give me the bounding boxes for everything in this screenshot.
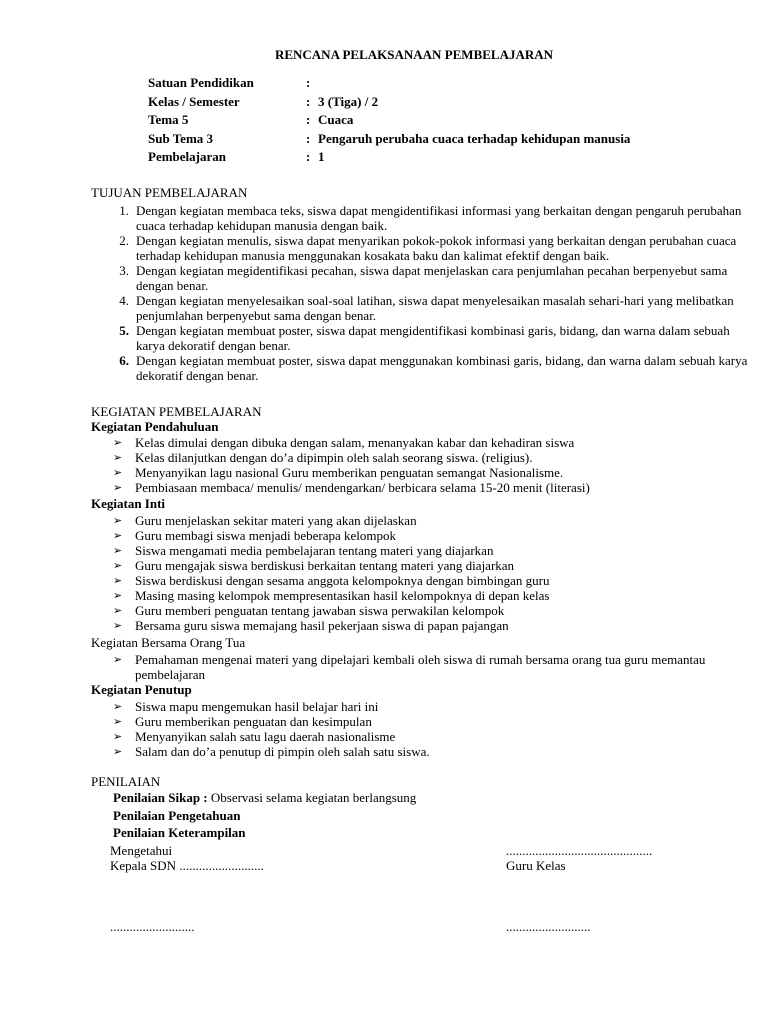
item-number: 5. — [119, 323, 129, 338]
arrow-bullet-icon: ➢ — [113, 745, 123, 758]
item-text: Bersama guru siswa memajang hasil pekerjaan siswa di papan pajangan — [135, 618, 509, 633]
item-text: Guru menjelaskan sekitar materi yang akan dijelaskan — [135, 513, 417, 528]
identity-separator: : — [306, 130, 311, 146]
arrow-bullet-icon: ➢ — [113, 436, 123, 449]
signature-left-blank: .......................... — [110, 919, 195, 934]
inti-title: Kegiatan Inti — [91, 496, 166, 511]
signature-right-line2: Guru Kelas — [506, 858, 566, 873]
item-number: 1. — [119, 203, 129, 218]
signature-left-line1: Mengetahui — [110, 843, 173, 858]
item-text: Dengan kegiatan megidentifikasi pecahan, siswa dapat menjelaskan cara penjumlahan pecahan berpenyebut sama dengan benar. — [136, 263, 728, 293]
orangtua-list — [113, 652, 743, 682]
arrow-bullet-icon: ➢ — [113, 574, 123, 587]
item-text: Dengan kegiatan menyelesaikan soal-soal latihan, siswa dapat menyelesaikan masalah sehari-hari yang melibatkan penjumlahan berpenyebut sama dengan benar. — [136, 293, 734, 323]
item-text: Guru membagi siswa menjadi beberapa kelompok — [135, 528, 397, 543]
list-item — [113, 543, 743, 558]
list-item — [113, 450, 743, 465]
penilaian-sikap — [113, 790, 416, 805]
identity-separator: : — [306, 149, 311, 164]
item-text: Menyanyikan lagu nasional Guru memberikan penguatan semangat Nasionalisme. — [135, 465, 564, 480]
penilaian-sikap-value: Observasi selama kegiatan berlangsung — [207, 790, 417, 805]
identity-row — [148, 149, 630, 168]
list-item — [113, 558, 743, 573]
arrow-bullet-icon: ➢ — [113, 604, 123, 617]
arrow-bullet-icon: ➢ — [113, 700, 123, 713]
identity-value: 3 (Tiga) / 2 — [318, 93, 379, 109]
item-text: Kelas dilanjutkan dengan do’a dipimpin oleh salah seorang siswa. (religius). — [135, 450, 533, 465]
arrow-bullet-icon: ➢ — [113, 466, 123, 479]
item-text: Menyanyikan salah satu lagu daerah nasionalisme — [135, 729, 396, 744]
list-item — [113, 435, 743, 450]
kegiatan-heading: KEGIATAN PEMBELAJARAN — [91, 404, 262, 419]
list-item — [113, 729, 743, 744]
arrow-bullet-icon: ➢ — [113, 451, 123, 464]
item-text: Dengan kegiatan menulis, siswa dapat menyarikan pokok-pokok informasi yang berkaitan dengan perubahan cuaca terhadap kehidupan manusia menggunakan kosakata baku dan kalimat efektif dengan baik. — [136, 233, 737, 263]
list-item — [91, 353, 751, 383]
penilaian-sikap-label: Penilaian Sikap : — [113, 790, 208, 805]
item-number: 6. — [119, 353, 129, 368]
penutup-list — [113, 699, 743, 759]
identity-value: Pengaruh perubaha cuaca terhadap kehidupan manusia — [318, 130, 631, 146]
item-text: Dengan kegiatan membuat poster, siswa dapat menggunakan kombinasi garis, bidang, dan warna dalam sebuah karya dekoratif dengan benar. — [136, 353, 748, 383]
tujuan-heading: TUJUAN PEMBELAJARAN — [91, 185, 248, 200]
list-item — [113, 528, 743, 543]
arrow-bullet-icon: ➢ — [113, 544, 123, 557]
penilaian-pengetahuan: Penilaian Pengetahuan — [113, 808, 241, 823]
identity-row — [148, 131, 630, 150]
arrow-bullet-icon: ➢ — [113, 653, 123, 666]
signature-right-blank: .......................... — [506, 919, 591, 934]
list-item — [91, 293, 751, 323]
item-text: Dengan kegiatan membuat poster, siswa dapat mengidentifikasi kombinasi garis, bidang, dan warna dalam sebuah karya dekoratif dengan benar. — [136, 323, 730, 353]
inti-list — [113, 513, 743, 633]
identity-label: Sub Tema 3 — [148, 130, 214, 146]
list-item — [113, 588, 743, 603]
identity-table — [148, 75, 630, 168]
list-item — [91, 203, 751, 233]
item-text: Guru mengajak siswa berdiskusi berkaitan tentang materi yang diajarkan — [135, 558, 515, 573]
item-text: Pemahaman mengenai materi yang dipelajari kembali oleh siswa di rumah bersama orang tua guru memantau pembelajaran — [135, 652, 706, 682]
list-item — [113, 465, 743, 480]
item-text: Pembiasaan membaca/ menulis/ mendengarkan/ berbicara selama 15-20 menit (literasi) — [135, 480, 590, 495]
pendahuluan-list — [113, 435, 743, 495]
identity-row — [148, 94, 630, 113]
arrow-bullet-icon: ➢ — [113, 529, 123, 542]
list-item — [113, 480, 743, 495]
list-item — [91, 263, 751, 293]
list-item — [113, 513, 743, 528]
list-item — [113, 699, 743, 714]
document-title: RENCANA PELAKSANAAN PEMBELAJARAN — [274, 47, 554, 62]
penilaian-keterampilan: Penilaian Keterampilan — [113, 825, 246, 840]
arrow-bullet-icon: ➢ — [113, 619, 123, 632]
arrow-bullet-icon: ➢ — [113, 514, 123, 527]
arrow-bullet-icon: ➢ — [113, 481, 123, 494]
identity-separator: : — [306, 75, 311, 90]
list-item — [91, 323, 751, 353]
item-text: Guru memberi penguatan tentang jawaban siswa perwakilan kelompok — [135, 603, 505, 618]
item-text: Siswa mapu mengemukan hasil belajar hari ini — [135, 699, 379, 714]
item-text: Siswa berdiskusi dengan sesama anggota kelompoknya dengan bimbingan guru — [135, 573, 550, 588]
item-text: Dengan kegiatan membaca teks, siswa dapat mengidentifikasi informasi yang berkaitan dengan pengaruh perubahan cuaca terhadap kehidupan manusia dengan baik. — [136, 203, 742, 233]
identity-row — [148, 75, 630, 94]
signature-left-line2: Kepala SDN .......................... — [110, 858, 264, 873]
item-text: Masing masing kelompok mempresentasikan hasil kelompoknya di depan kelas — [135, 588, 550, 603]
arrow-bullet-icon: ➢ — [113, 589, 123, 602]
identity-separator: : — [306, 112, 311, 127]
list-item — [113, 714, 743, 729]
item-number: 3. — [119, 263, 129, 278]
identity-label: Pembelajaran — [148, 149, 226, 164]
item-text: Guru memberikan penguatan dan kesimpulan — [135, 714, 372, 729]
identity-label: Satuan Pendidikan — [148, 75, 254, 90]
item-text: Kelas dimulai dengan dibuka dengan salam, menanyakan kabar dan kehadiran siswa — [135, 435, 575, 450]
identity-label: Tema 5 — [148, 112, 189, 127]
list-item — [91, 233, 751, 263]
signature-right-line1: ............................................. — [506, 843, 653, 858]
arrow-bullet-icon: ➢ — [113, 730, 123, 743]
pendahuluan-title: Kegiatan Pendahuluan — [91, 419, 219, 434]
list-item — [113, 618, 743, 633]
orangtua-title: Kegiatan Bersama Orang Tua — [91, 635, 246, 650]
penilaian-heading: PENILAIAN — [91, 774, 161, 789]
item-text: Siswa mengamati media pembelajaran tentang materi yang diajarkan — [135, 543, 494, 558]
identity-row — [148, 112, 630, 131]
identity-label: Kelas / Semester — [148, 93, 240, 109]
item-number: 2. — [119, 233, 129, 248]
item-text: Salam dan do’a penutup di pimpin oleh salah satu siswa. — [135, 744, 430, 759]
identity-value: Cuaca — [318, 112, 354, 127]
list-item — [113, 652, 743, 682]
list-item — [113, 603, 743, 618]
arrow-bullet-icon: ➢ — [113, 715, 123, 728]
item-number: 4. — [119, 293, 129, 308]
identity-separator: : — [306, 93, 311, 109]
identity-value: 1 — [318, 149, 325, 164]
arrow-bullet-icon: ➢ — [113, 559, 123, 572]
tujuan-list — [91, 203, 751, 383]
list-item — [113, 573, 743, 588]
penutup-title: Kegiatan Penutup — [91, 682, 192, 697]
list-item — [113, 744, 743, 759]
